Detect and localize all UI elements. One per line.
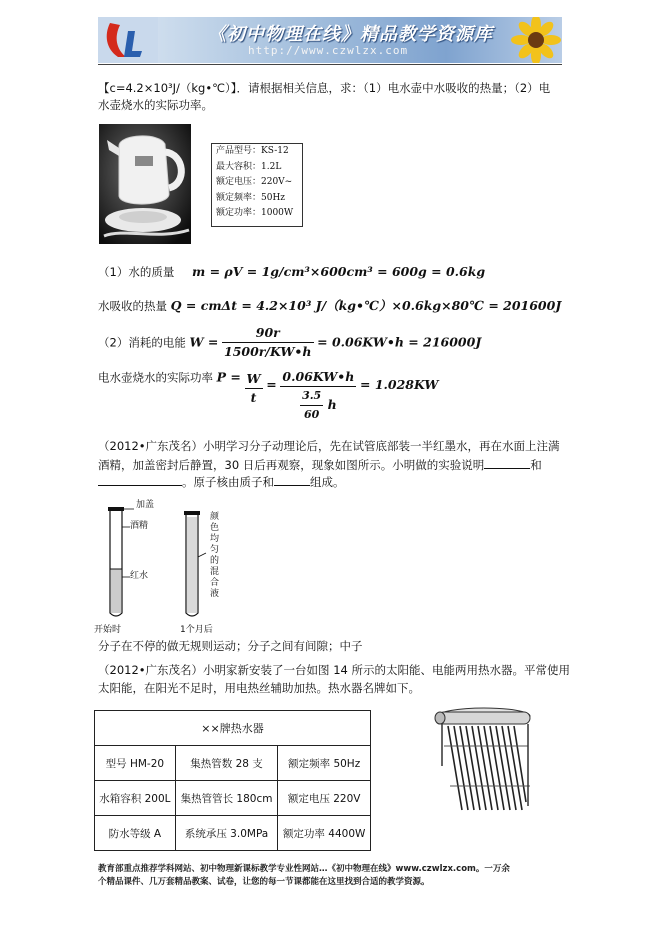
table-row	[95, 816, 371, 851]
table-cell: 额定电压 220V	[278, 781, 371, 816]
table-cell: 防水等级 A	[95, 816, 176, 851]
problem2-line1: （2012•广东茂名）小明学习分子动理论后，先在试管底部装一半红墨水，再在水面上注满	[98, 439, 560, 453]
table-row	[95, 711, 371, 746]
table-cell: 额定频率 50Hz	[278, 746, 371, 781]
site-url[interactable]: http://www.czwlzx.com	[248, 44, 409, 57]
spec-line: 额定频率：50Hz	[216, 192, 286, 203]
solution-power-equals: =	[266, 377, 277, 392]
solution-heat-formula: Q = cmΔt = 4.2×10³ J/（kg•℃）×0.6kg×80℃ = 201600J	[170, 298, 562, 313]
answer-blank[interactable]	[484, 456, 530, 469]
problem2-line2-text: 酒精，加盖密封后静置，30 日后再观察，现象如图所示。小明做的实验说明	[98, 458, 485, 472]
label-alcohol: 酒精	[130, 521, 149, 531]
table-cell: 水箱容积 200L	[95, 781, 176, 816]
spec-line: 额定功率：1000W	[216, 208, 294, 218]
solution-power-rhs: = 1.028KW	[360, 377, 439, 392]
kettle-spec-card	[211, 143, 303, 227]
fraction-denominator: t	[250, 390, 257, 405]
solution-heat-label: 水吸收的热量	[98, 299, 167, 313]
solution-energy-rhs: = 0.06KW•h = 216000J	[317, 334, 482, 350]
table-cell: 系统承压 3.0MPa	[175, 816, 278, 851]
site-banner	[98, 17, 562, 63]
fraction-denominator	[280, 387, 356, 424]
label-start: 开始时	[94, 625, 122, 635]
solution-mass-label: （1）水的质量	[98, 265, 175, 279]
problem1-intro-line2: 水壶烧水的实际功率。	[98, 98, 213, 112]
solution-energy-label: （2）消耗的电能	[98, 335, 186, 350]
footer-line2: 个精品课件、几万套精品教案、试卷，让您的每一节课都能在这里找到合适的教学资源。	[98, 877, 430, 887]
table-row	[95, 781, 371, 816]
table-cell: 额定功率 4400W	[278, 816, 371, 851]
fraction-numerator: 0.06KW•h	[280, 368, 356, 387]
solution-power-lhs: P =	[216, 369, 241, 385]
nested-denominator: 60	[303, 408, 320, 421]
site-logo-icon	[98, 17, 158, 63]
answer-blank[interactable]	[98, 473, 182, 486]
sunflower-icon	[508, 17, 562, 63]
solution-power-fraction1	[245, 370, 263, 407]
problem2-line3-end: 组成。	[310, 475, 345, 489]
site-title: 《初中物理在线》精品教学资源库	[208, 24, 493, 45]
problem2-line3-text: 。原子核由质子和	[182, 475, 274, 489]
problem2-answer: 分子在不停的做无规则运动；分子之间有间隙；中子	[98, 639, 363, 653]
label-mixture: 颜色均匀的混合液	[210, 512, 220, 599]
solution-power-label: 电水壶烧水的实际功率	[98, 370, 213, 385]
solar-water-heater-image	[428, 706, 533, 818]
table-cell: 集热管数 28 支	[175, 746, 278, 781]
solution-energy-fraction	[222, 324, 313, 361]
spec-line: 额定电压：220V~	[216, 177, 293, 187]
solution-mass-row	[98, 264, 485, 280]
fraction-numerator: 90r	[222, 324, 313, 343]
header-rule	[98, 64, 562, 65]
solution-energy-row	[98, 324, 481, 361]
table-cell: 型号 HM-20	[95, 746, 176, 781]
problem3-line2: 太阳能，在阳光不足时，用电热丝辅助加热。热水器名牌如下。	[98, 681, 420, 695]
footer-line1: 教育部重点推荐学科网站、初中物理新课标教学专业性网站…《初中物理在线》www.czwlzx.com。一万余	[98, 864, 510, 874]
nested-fraction	[300, 387, 323, 424]
label-lid: 加盖	[136, 500, 155, 510]
answer-blank[interactable]	[274, 473, 310, 486]
electric-kettle-photo	[99, 124, 191, 244]
solution-mass-formula: m = ρV = 1g/cm³×600cm³ = 600g = 0.6kg	[191, 264, 486, 279]
solution-energy-lhs: W =	[189, 334, 219, 350]
fraction-numerator: W	[245, 370, 263, 389]
problem1-intro-line1: 【c=4.2×10³J/（kg•℃）】．请根据相关信息，求：（1）电水壶中水吸收的热量；（2）电	[98, 81, 551, 95]
water-heater-nameplate-table	[94, 710, 371, 851]
solution-heat-row	[98, 298, 561, 314]
spec-line: 产品型号：KS-12	[216, 146, 289, 156]
fraction-denominator: 1500r/KW•h	[224, 344, 312, 359]
problem3-line1: （2012•广东茂名）小明家新安装了一台如图 14 所示的太阳能、电能两用热水器。平常使用	[98, 663, 570, 677]
label-one-month: 1个月后	[180, 625, 213, 635]
table-title: ××牌热水器	[95, 711, 371, 746]
spec-line: 最大容积：1.2L	[216, 161, 282, 172]
nested-numerator: 3.5	[300, 387, 323, 406]
table-cell: 集热管管长 180cm	[175, 781, 278, 816]
problem2-line3	[98, 473, 345, 490]
nested-unit: h	[327, 397, 337, 412]
label-red-water: 红水	[130, 571, 149, 581]
table-row	[95, 746, 371, 781]
test-tube-figure	[94, 497, 254, 637]
solution-power-fraction2	[280, 368, 356, 424]
solution-power-row	[98, 368, 438, 424]
problem2-line2-and: 和	[530, 458, 542, 472]
problem2-line2	[98, 456, 542, 473]
